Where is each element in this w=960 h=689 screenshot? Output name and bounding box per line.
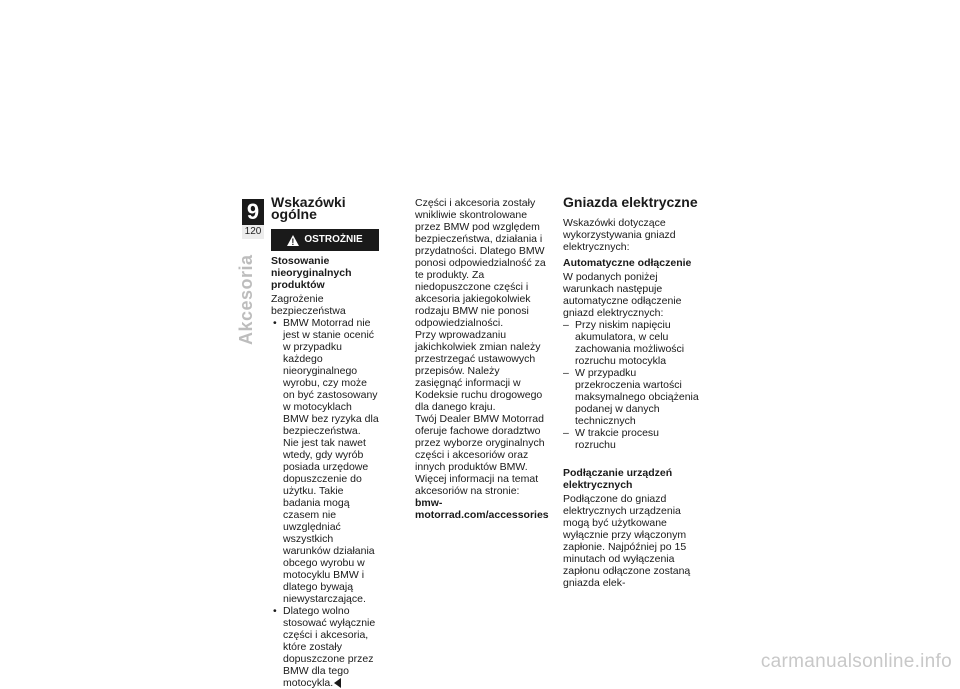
dash-item: – W trakcie procesu rozruchu: [563, 427, 699, 451]
end-mark-icon: [334, 678, 341, 688]
paragraph: Przy wprowadzaniu jakichkolwiek zmian należy przestrzegać ustawowych przepisów. Należy zasięgnąć informacji w Kodeksie ruchu drogowego dla danego kraju.: [415, 329, 543, 413]
sockets-intro: Wskazówki dotyczące wykorzystywania gniazd elektrycznych:: [563, 217, 676, 253]
section-title-sockets: Gniazda elektryczne: [563, 194, 698, 210]
subheading-auto-disconnect: Automatyczne odłączenie: [563, 257, 692, 269]
dash-item: – Przy niskim napięciu akumulatora, w celu zachowania możliwości rozruchu motocykla: [563, 319, 699, 367]
warning-box: [271, 229, 379, 251]
chapter-number: 9: [242, 199, 264, 225]
dash-list: [563, 319, 699, 451]
accessories-link[interactable]: bmw-motorrad.com/accessories: [415, 497, 549, 521]
chapter-side-label: Akcesoria: [236, 254, 256, 345]
column-accessories-info: [415, 197, 549, 521]
page-number: 120: [242, 225, 264, 239]
column-general-notes: [271, 190, 379, 689]
warning-triangle-icon: [287, 235, 299, 246]
paragraph: W podanych poniżej warunkach następuje automatyczne odłączenie gniazd elektrycznych:: [563, 271, 682, 319]
paragraph: Więcej informacji na temat akcesoriów na stronie:: [415, 473, 539, 497]
footer-watermark: carmanualsonline.info: [760, 651, 952, 672]
section-title-general: Wskazówki ogólne: [271, 194, 346, 222]
dash-item: – W przypadku przekroczenia wartości maksymalnego obciążenia podanej w danych technicznych: [563, 367, 699, 427]
column-power-sockets: [563, 190, 699, 589]
warning-label: OSTROŻNIE: [304, 234, 363, 245]
bullet-item: • BMW Motorrad nie jest w stanie ocenić w przypadku każdego nieoryginalnego wyrobu, czy może on być zastosowany w motocyklach BMW bez ryzyka dla bezpieczeństwa. Nie jest tak nawet wtedy, gdy wyrób posiada urzędowe dopuszczenie do użytku. Takie badania mogą czasem nie uwzględniać wszystkich warunków działania obcego wyrobu w motocyklu BMW i dlatego bywają niewystarczające.: [271, 317, 379, 605]
chapter-tab: [242, 199, 264, 239]
bullet-item: • Dlatego wolno stosować wyłącznie części i akcesoria, które zostały dopuszczone przez BMW dla tego motocykla.: [271, 605, 379, 689]
subheading-connecting-devices: Podłączanie urządzeń elektrycznych: [563, 467, 673, 491]
paragraph: Twój Dealer BMW Motorrad oferuje fachowe doradztwo przez wyborze oryginalnych części i akcesoriów oraz innych produktów BMW.: [415, 413, 545, 473]
subheading-nonoriginal: Stosowanie nieoryginalnych produktów: [271, 255, 352, 291]
hazard-intro: Zagrożenie bezpieczeństwa: [271, 293, 346, 317]
paragraph: Części i akcesoria zostały wnikliwie skontrolowane przez BMW pod względem bezpieczeństwa, działania i przydatności. Dlatego BMW ponosi odpowiedzialność za te produkty. Za niedopuszczone części i akcesoria jakiegokolwiek rodzaju BMW nie ponosi odpowiedzialności.: [415, 197, 546, 329]
bullet-list: [271, 317, 379, 689]
paragraph: Podłączone do gniazd elektrycznych urządzenia mogą być użytkowane wyłącznie przy włączonym zapłonie. Najpóźniej po 15 minutach od wyłączenia zapłonu odłączone zostaną gniazda elek-: [563, 493, 691, 589]
